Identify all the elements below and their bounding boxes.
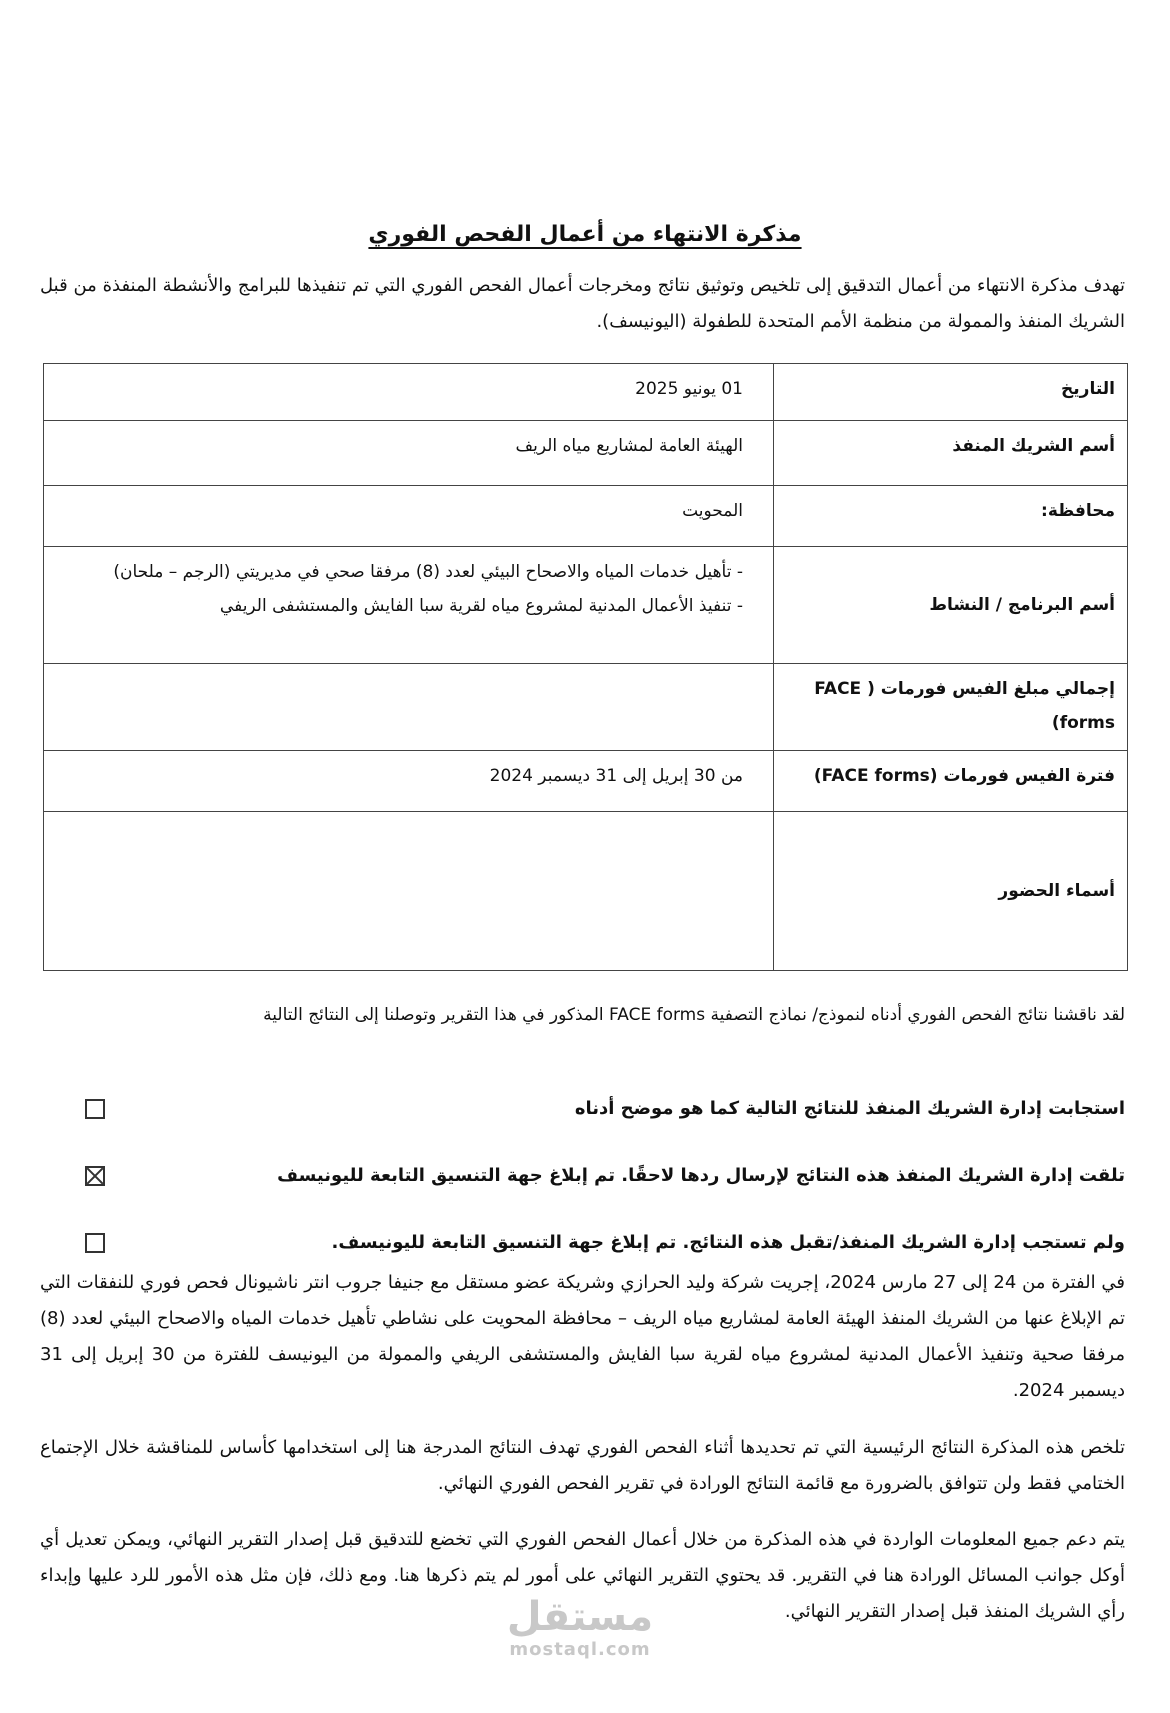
row-label-attendees: أسماء الحضور [774, 812, 1128, 971]
row-label-face-period: فترة الفيس فورمات (FACE forms) [774, 751, 1128, 812]
table-row [44, 364, 1128, 421]
response-option [65, 1142, 1125, 1209]
table-row [44, 547, 1128, 664]
row-value-face-total [44, 664, 774, 751]
watermark-arabic: مستقل [506, 1594, 654, 1640]
table-row [44, 486, 1128, 547]
watermark-latin: mostaql.com [509, 1639, 651, 1660]
body-paragraph: في الفترة من 24 إلى 27 مارس 2024، إجريت شركة وليد الحرازي وشريكة عضو مستقل مع جنيفا جروب انتر ناشيونال فحص فوري للنفقات التي تم الإبلاغ عنها من الشريك المنفذ الهيئة العامة لمشاريع مياه الريف – محافظة المحويت على نشاطي تأهيل خدمات المياه والاصحاح البيئي لعدد (8) مرفقا صحية وتنفيذ الأعمال المدنية لمشروع مياه لقرية سبا الفايش والمستشفى الريفي والممولة من اليونيسف للفترة من 30 إبريل إلى 31 ديسمبر 2024. [40, 1272, 1125, 1401]
body-paragraph: يتم دعم جميع المعلومات الواردة في هذه المذكرة من خلال أعمال الفحص الفوري التي تخضع للتدقيق قبل إصدار التقرير النهائي، ويمكن تعديل أي أوكل جوانب المسائل الورادة هنا في التقرير. قد يحتوي التقرير النهائي على أمور لم يتم ذكرها هنا. ومع ذلك، فإن مثل هذه الأمور للرد عليها وإبداء رأي الشريك المنفذ قبل إصدار التقرير النهائي. [40, 1529, 1125, 1622]
table-row [44, 664, 1128, 751]
response-label: ولم تستجب إدارة الشريك المنفذ/تقبل هذه النتائج. تم إبلاغ جهة التنسيق التابعة لليونيسف. [331, 1232, 1125, 1253]
row-label-face-total: إجمالي مبلغ الفيس فورمات ( FACE forms) [774, 664, 1128, 751]
row-value-governorate: المحويت [44, 486, 774, 547]
body-paragraph: تلخص هذه المذكرة النتائج الرئيسية التي تم تحديدها أثناء الفحص الفوري تهدف النتائج المدرجة هنا إلى استخدامها كأساس للمناقشة خلال الإجتماع الختامي فقط ولن تتوافق بالضرورة مع قائمة النتائج الورادة في تقرير الفحص الفوري النهائي. [40, 1437, 1125, 1494]
intro-paragraph: تهدف مذكرة الانتهاء من أعمال التدقيق إلى تلخيص وتوثيق نتائج ومخرجات أعمال الفحص الفوري التي تم تنفيذها للبرامج والأنشطة المنفذة من قبل الشريك المنفذ والممولة من منظمة الأمم المتحدة للطفولة (اليونيسف). [40, 275, 1125, 332]
row-label-program: أسم البرنامج / النشاط [774, 547, 1128, 664]
row-label-partner: أسم الشريك المنفذ [774, 421, 1128, 486]
table-row [44, 812, 1128, 971]
response-label: تلقت إدارة الشريك المنفذ هذه النتائج لإرسال ردها لاحقًا. تم إبلاغ جهة التنسيق التابعة لليونيسف [277, 1165, 1125, 1186]
row-value-partner: الهيئة العامة لمشاريع مياه الريف [44, 421, 774, 486]
row-value-program [44, 547, 774, 664]
row-value-date: 01 يونيو 2025 [44, 364, 774, 421]
program-bullet: - تنفيذ الأعمال المدنية لمشروع مياه لقرية سبا الفايش والمستشفى الريفي [219, 596, 743, 616]
checkbox-checked-icon[interactable] [85, 1166, 105, 1186]
row-value-attendees [44, 812, 774, 971]
row-label-governorate: محافظة: [774, 486, 1128, 547]
table-row [44, 421, 1128, 486]
checkbox-unchecked-icon[interactable] [85, 1099, 105, 1119]
discussion-note: لقد ناقشنا نتائج الفحص الفوري أدناه لنموذج/ نماذج التصفية FACE forms المذكور في هذا التقرير وتوصلنا إلى النتائج التالية [263, 1005, 1125, 1025]
program-bullet: - تأهيل خدمات المياه والاصحاح البيئي لعدد (8) مرفقا صحي في مديريتي (الرجم – ملحان) [113, 562, 743, 582]
row-label-date: التاريخ [774, 364, 1128, 421]
table-row [44, 751, 1128, 812]
response-option [65, 1075, 1125, 1142]
checkbox-unchecked-icon[interactable] [85, 1233, 105, 1253]
response-options [65, 1075, 1125, 1276]
row-value-face-period: من 30 إبريل إلى 31 ديسمبر 2024 [44, 751, 774, 812]
response-label: استجابت إدارة الشريك المنفذ للنتائج التالية كما هو موضح أدناه [574, 1098, 1125, 1119]
info-table [43, 363, 1128, 971]
document-title: مذكرة الانتهاء من أعمال الفحص الفوري [368, 222, 802, 247]
